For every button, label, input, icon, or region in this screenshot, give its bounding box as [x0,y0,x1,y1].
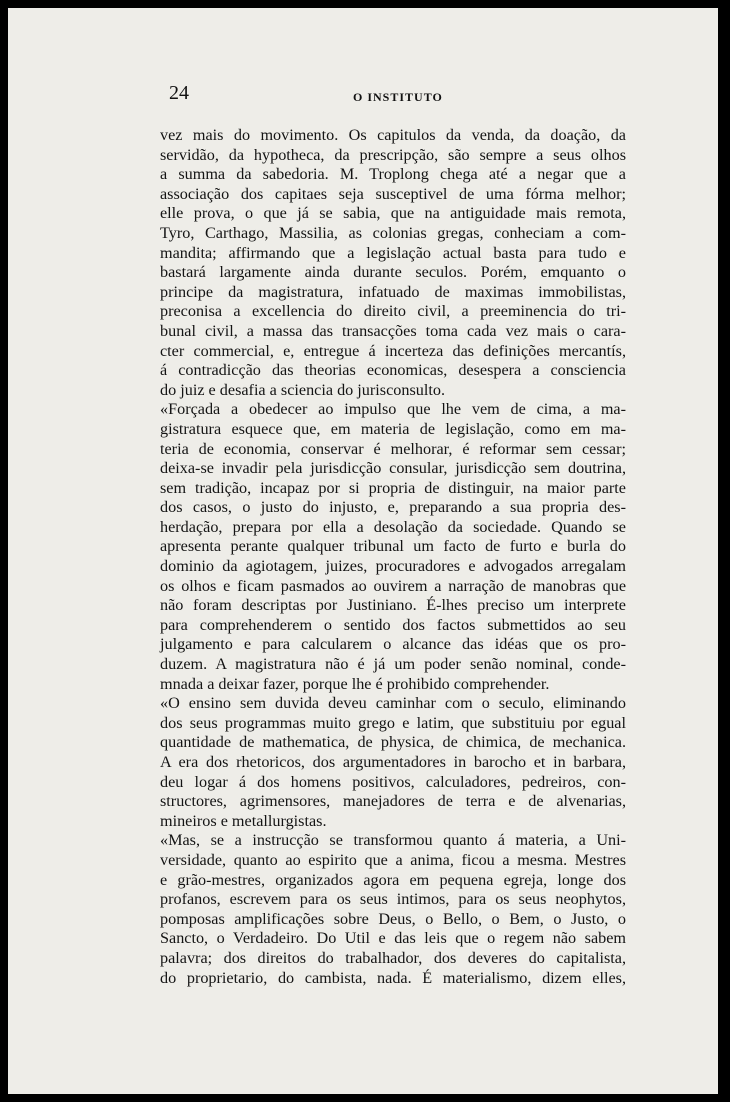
text-line: associação dos capitaes seja susceptivel de uma fórma melhor; [160,184,626,203]
text-line: servidão, da hypotheca, da prescripção, são sempre a seus olhos [160,145,626,164]
text-line: bunal civil, a massa das transacções toma cada vez mais o cara- [160,321,626,340]
page-header [163,78,638,108]
text-line: vez mais do movimento. Os capitulos da venda, da doação, da [160,126,626,144]
text-line: gistratura esquece que, em materia de legislação, como em ma- [160,419,626,438]
page-number: 24 [169,82,189,104]
text-line: duzem. A magistratura não é já um poder senão nominal, conde- [160,655,626,674]
text-line: não foram descriptas por Justiniano. É-lhes preciso um interprete [160,596,626,615]
running-title: O INSTITUTO [353,90,443,104]
text-line: «Forçada a obedecer ao impulso que lhe vem de cima, a ma- [160,400,626,419]
text-line: a summa da sabedoria. M. Troplong chega até a negar que a [160,165,626,184]
text-line: versidade, quanto ao espirito que a anima, ficou a mesma. Mestres [160,850,626,869]
text-line: deu logar á dos homens positivos, calculadores, pedreiros, con- [160,772,626,791]
text-line: á contradicção das theorias economicas, desespera a consciencia [160,361,626,380]
text-line: structores, agrimensores, manejadores de terra e de alvenarias, [160,792,626,811]
text-line: sem tradição, incapaz por si propria de distinguir, na maior parte [160,478,626,497]
text-line: do juiz e desafia a sciencia do jurisconsulto. [160,380,445,399]
text-line: julgamento e para calcularem o alcance das idéas que os pro- [160,635,626,654]
text-line: os olhos e ficam pasmados ao ouvirem a narração de manobras que [160,576,626,595]
text-line: profanos, escrevem para os seus intimos, para os seus neophytos, [160,890,626,909]
text-line: preconisa a excellencia do direito civil, a preeminencia do tri- [160,302,626,321]
text-line: cter commercial, e, entregue á incerteza das definições mercantís, [160,341,626,360]
text-line: «Mas, se a instrucção se transformou quanto á materia, a Uni- [160,831,626,850]
text-line: bastará largamente ainda durante seculos. Porém, emquanto o [160,263,626,282]
text-line: mandita; affirmando que a legislação actual basta para tudo e [160,243,626,262]
text-line: pomposas amplificações sobre Deus, o Bello, o Bem, o Justo, o [160,909,626,928]
text-line: mnada a deixar fazer, porque lhe é prohibido comprehender. [160,674,550,693]
text-line: deixa-se invadir pela jurisdicção consular, jurisdicção sem doutrina, [160,459,626,478]
paragraph [160,694,626,831]
text-line: dos seus programmas muito grego e latim, que substituiu por egual [160,713,626,732]
text-line: palavra; dos direitos do trabalhador, dos deveres do capitalista, [160,948,626,967]
text-line: quantidade de mathematica, de physica, de chimica, de mechanica. [160,733,626,752]
body-text [160,126,626,988]
text-line: «O ensino sem duvida deveu caminhar com o seculo, eliminando [160,694,626,713]
book-page [8,8,718,1094]
text-line: principe da magistratura, infatuado de maximas immobilistas, [160,282,626,301]
text-line: teria de economia, conservar é melhorar, é reformar sem cessar; [160,439,626,458]
text-line: dominio da agiotagem, juizes, procuradores e advogados arregalam [160,557,626,576]
text-line: Sancto, o Verdadeiro. Do Util e das leis que o regem não sabem [160,929,626,948]
text-line: dos casos, o justo do injusto, e, preparando a sua propria des- [160,498,626,517]
text-line: Tyro, Carthago, Massilia, as colonias gregas, conheciam a com- [160,223,626,242]
text-line: para comprehenderem o sentido dos factos submettidos ao seu [160,615,626,634]
text-line: herdação, prepara por ella a desolação da sociedade. Quando se [160,517,626,536]
paragraph [160,400,626,694]
paragraph [160,126,626,400]
paragraph [160,831,626,988]
text-line: A era dos rhetoricos, dos argumentadores in barocho et in barbara, [160,753,626,771]
text-line: apresenta perante qualquer tribunal um facto de furto e burla do [160,537,626,556]
text-line: do proprietario, do cambista, nada. É materialismo, dizem elles, [160,968,626,987]
text-line: mineiros e metallurgistas. [160,811,327,830]
text-line: e grão-mestres, organizados agora em pequena egreja, longe dos [160,870,626,889]
text-line: elle prova, o que já se sabia, que na antiguidade mais remota, [160,204,626,223]
